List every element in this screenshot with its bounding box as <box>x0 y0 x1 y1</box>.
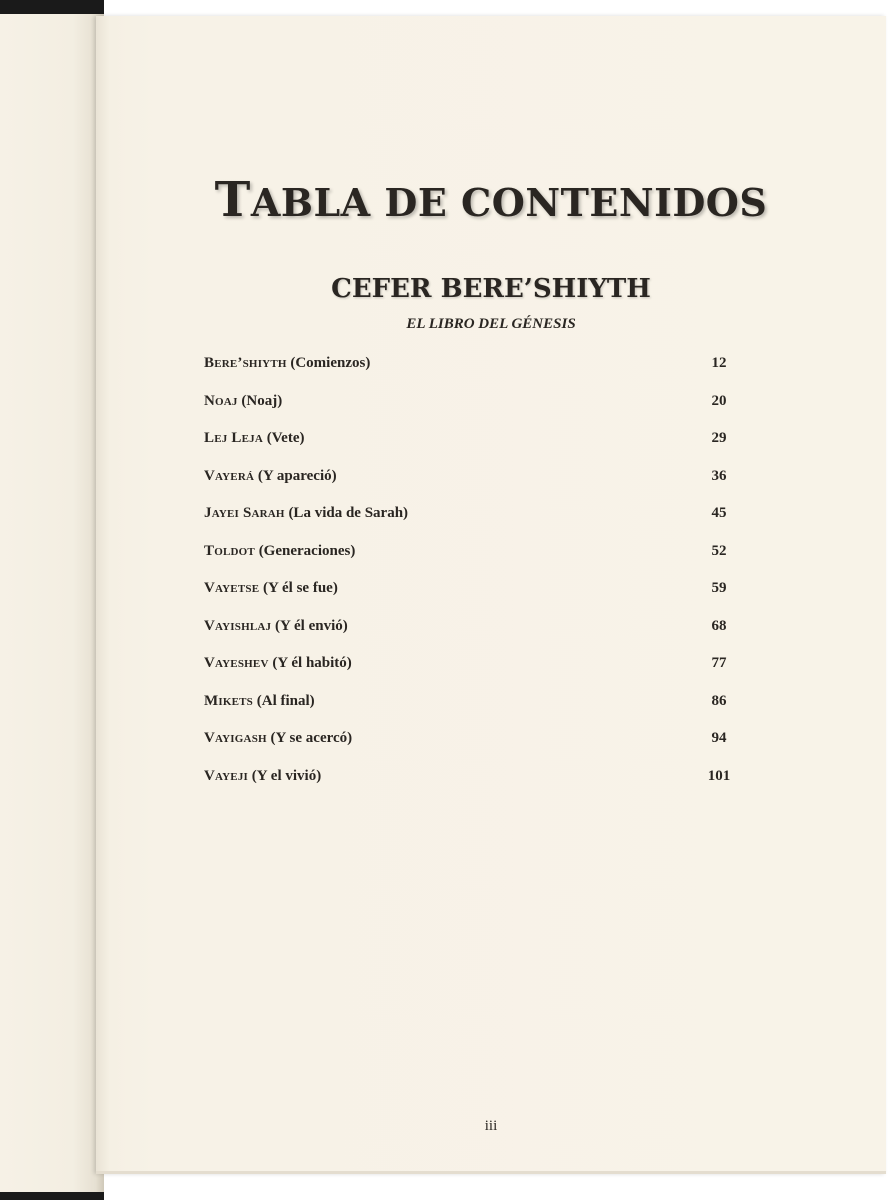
toc-entry-name: Vayishlaj <box>204 617 272 634</box>
left-page <box>0 14 104 1192</box>
toc-entry-title <box>204 500 408 526</box>
toc-entry <box>204 500 764 538</box>
toc-entry-name: Lej Leja <box>204 430 263 446</box>
toc-entry <box>204 613 764 651</box>
toc-entry <box>204 350 764 388</box>
toc-entry-title <box>204 763 321 789</box>
toc-entry <box>204 763 764 801</box>
toc-entry <box>204 575 764 613</box>
toc-entry-page: 94 <box>711 730 727 746</box>
toc-entry-page: 45 <box>711 505 727 521</box>
toc-entry-gloss: (Al final) <box>256 692 315 709</box>
right-page <box>96 16 886 1174</box>
page-number: iii <box>484 1118 498 1134</box>
toc-entry-gloss: (Y se acercó) <box>270 730 353 746</box>
toc-entry-name: Mikets <box>204 692 253 709</box>
toc-entry-gloss: (La vida de Sarah) <box>288 505 409 521</box>
toc-entry-name: Vayetse <box>204 580 260 596</box>
toc-entry-page: 59 <box>711 580 727 596</box>
toc-entry-gloss: (Generaciones) <box>258 542 356 559</box>
section-title: CEFER BERE’SHIYTH <box>331 274 651 304</box>
toc-entry-page: 68 <box>711 617 727 634</box>
toc-entry-gloss: (Noaj) <box>241 392 283 409</box>
toc-entry-name: Toldot <box>204 542 255 559</box>
toc-entry-page: 77 <box>711 655 727 671</box>
toc-entry <box>204 425 764 463</box>
toc-list <box>204 350 764 800</box>
toc-entry-page: 36 <box>711 467 727 484</box>
toc-entry-name: Vayeji <box>204 767 249 784</box>
toc-entry-name: Vayerá <box>204 467 255 484</box>
toc-entry-gloss: (Comienzos) <box>290 355 371 371</box>
toc-entry-title <box>204 350 370 376</box>
toc-entry-gloss: (Y él envió) <box>275 617 348 634</box>
title-initial: T <box>214 172 251 228</box>
toc-entry <box>204 725 764 763</box>
toc-entry-title <box>204 688 315 714</box>
toc-entry <box>204 388 764 426</box>
toc-entry <box>204 538 764 576</box>
toc-entry-gloss: (Vete) <box>266 430 305 446</box>
toc-entry-gloss: (Y él habitó) <box>272 655 352 671</box>
toc-entry <box>204 650 764 688</box>
toc-entry-title <box>204 425 305 451</box>
toc-entry-gloss: (Y él se fue) <box>263 580 338 596</box>
toc-entry-title <box>204 613 348 639</box>
toc-entry <box>204 463 764 501</box>
toc-entry-name: Jayei Sarah <box>204 505 285 521</box>
toc-entry <box>204 688 764 726</box>
toc-entry-name: Vayeshev <box>204 655 269 671</box>
toc-entry-name: Noaj <box>204 392 238 409</box>
section-subtitle: EL LIBRO DEL GÉNESIS <box>406 316 576 332</box>
toc-entry-gloss: (Y apareció) <box>257 467 337 484</box>
toc-entry-page: 101 <box>707 767 731 784</box>
toc-entry-title <box>204 538 355 564</box>
toc-entry-page: 12 <box>711 355 727 371</box>
toc-entry-page: 86 <box>711 692 727 709</box>
toc-entry-title <box>204 650 352 676</box>
toc-entry-title <box>204 463 337 489</box>
toc-entry-page: 29 <box>711 430 727 446</box>
toc-entry-page: 52 <box>711 542 727 559</box>
toc-entry-title <box>204 388 282 414</box>
toc-entry-gloss: (Y el vivió) <box>251 767 322 784</box>
title-rest: ABLA DE CONTENIDOS <box>250 180 768 225</box>
toc-entry-title <box>204 575 338 601</box>
page-title <box>96 172 886 228</box>
toc-entry-page: 20 <box>711 392 727 409</box>
toc-entry-name: Bere’shiyth <box>204 355 287 371</box>
toc-entry-name: Vayigash <box>204 730 267 746</box>
toc-entry-title <box>204 725 352 751</box>
